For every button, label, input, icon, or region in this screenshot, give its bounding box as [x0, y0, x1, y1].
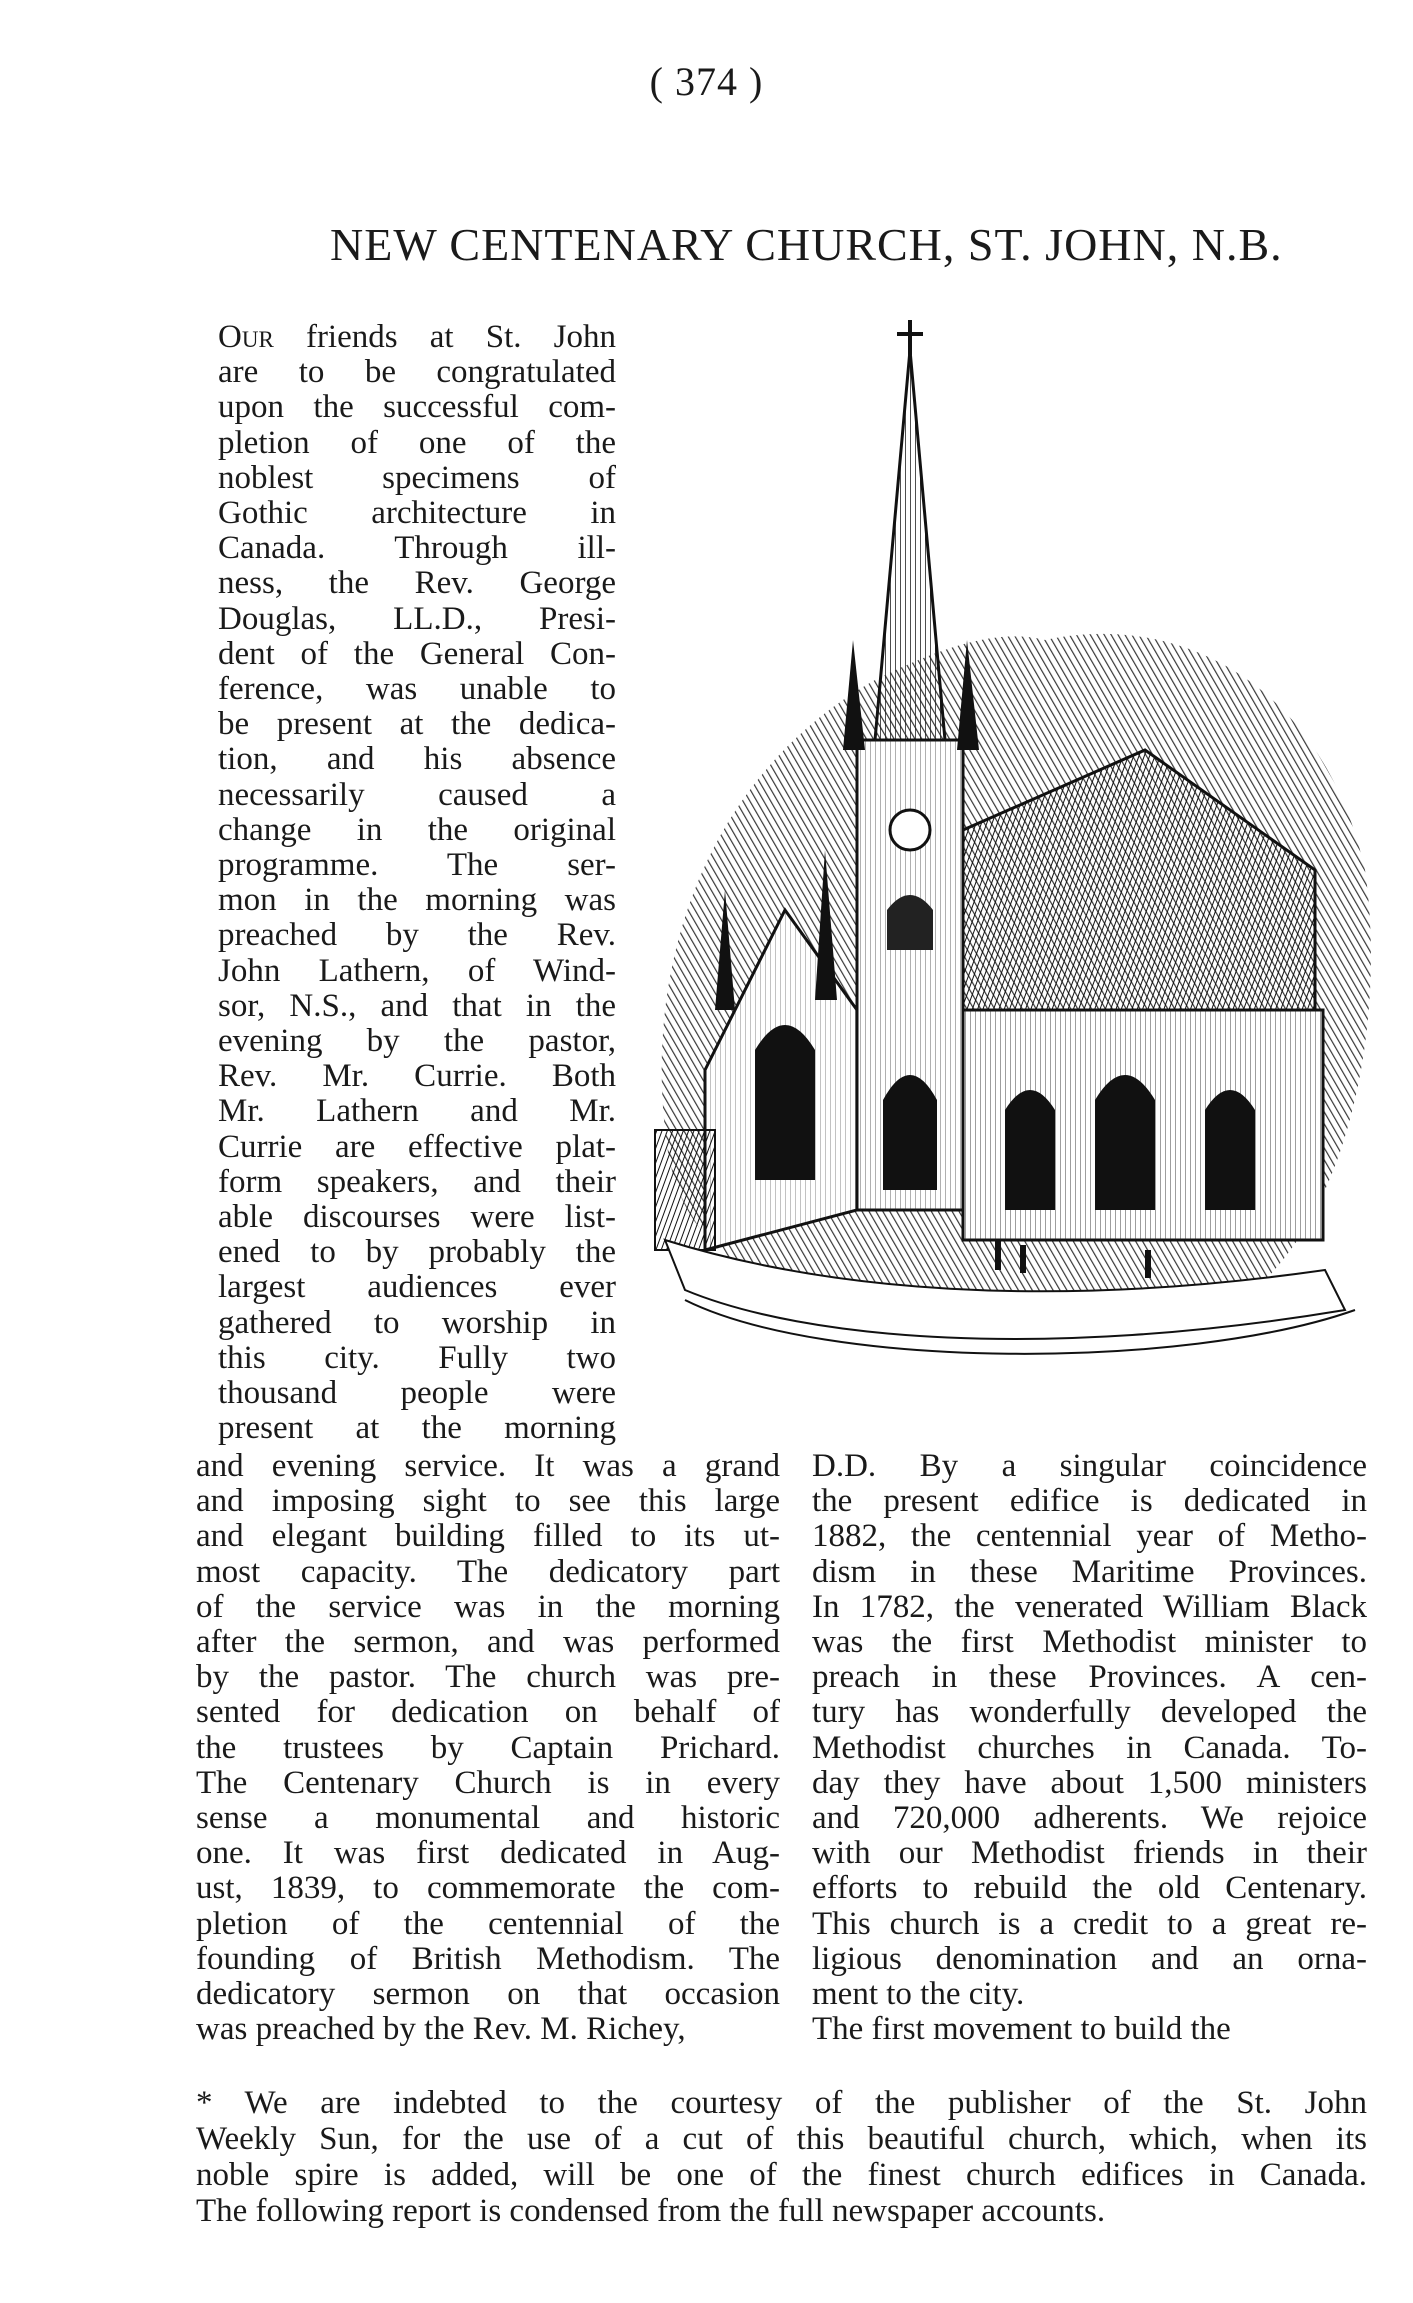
- text-line: and evening service. It was a grand: [196, 1448, 780, 1484]
- text-line: after the sermon, and was performed: [196, 1624, 780, 1661]
- text-line: necessarily caused a: [218, 776, 616, 813]
- text-line: The first movement to build the: [812, 2011, 1231, 2048]
- text-line: ference, was unable to: [218, 671, 616, 708]
- text-line: noble spire is added, will be one of the finest church edifices in Canada.: [196, 2157, 1367, 2193]
- church-engraving: [625, 310, 1385, 1450]
- tower-clock: [890, 810, 930, 850]
- text-line: Gothic architecture in: [218, 495, 616, 532]
- text-line: change in the original: [218, 811, 616, 848]
- text-line: sense a monumental and historic: [196, 1800, 780, 1837]
- text-line: efforts to rebuild the old Centenary.: [812, 1870, 1367, 1907]
- text-line: day they have about 1,500 ministers: [812, 1764, 1367, 1801]
- text-line: be present at the dedica-: [218, 706, 616, 743]
- text-line: tury has wonderfully developed the: [812, 1694, 1367, 1731]
- text-line: gathered to worship in: [218, 1304, 616, 1341]
- text-line: ligious denomination and an orna-: [812, 1940, 1367, 1977]
- text-line: and elegant building filled to its ut-: [196, 1518, 780, 1555]
- article-title: NEW CENTENARY CHURCH, ST. JOHN, N.B.: [330, 219, 1283, 270]
- spire: [875, 350, 945, 740]
- text-line: Canada. Through ill-: [218, 530, 616, 567]
- text-line: by the pastor. The church was pre-: [196, 1659, 780, 1696]
- text-line: Douglas, LL.D., Presi-: [218, 600, 616, 637]
- text-line: The following report is condensed from the full newspaper accounts.: [196, 2193, 1106, 2229]
- text-line: Weekly Sun, for the use of a cut of this beautiful church, which, when its: [196, 2121, 1367, 2157]
- text-line: dedicatory sermon on that occasion: [196, 1976, 780, 2013]
- text-line: Rev. Mr. Currie. Both: [218, 1058, 616, 1095]
- text-line: able discourses were list-: [218, 1199, 616, 1236]
- text-line: form speakers, and their: [218, 1163, 616, 1200]
- text-line: Mr. Lathern and Mr.: [218, 1093, 616, 1130]
- text-line: John Lathern, of Wind-: [218, 952, 616, 989]
- text-line: present at the morning: [218, 1410, 616, 1447]
- narrow-text-column: [218, 320, 616, 1447]
- text-line: 1882, the centennial year of Metho-: [812, 1518, 1367, 1555]
- text-line: upon the successful com-: [218, 389, 616, 426]
- text-line: was the first Methodist minister to: [812, 1624, 1367, 1661]
- text-line: this city. Fully two: [218, 1339, 616, 1376]
- text-line: The Centenary Church is in every: [196, 1764, 780, 1801]
- text-line: the trustees by Captain Prichard.: [196, 1729, 780, 1766]
- text-line: most capacity. The dedicatory part: [196, 1553, 780, 1590]
- page-number: ( 374 ): [649, 59, 764, 104]
- text-line: sented for dedication on behalf of: [196, 1694, 780, 1731]
- right-text-column: [812, 1449, 1367, 2047]
- text-line: ment to the city.: [812, 1976, 1025, 2013]
- text-line: founding of British Methodism. The: [196, 1940, 780, 1977]
- text-line: was preached by the Rev. M. Richey,: [196, 2011, 686, 2048]
- text-line: of the service was in the morning: [196, 1588, 780, 1625]
- text-line: [218, 320, 616, 355]
- text-line: preached by the Rev.: [218, 917, 616, 954]
- text-line: pletion of one of the: [218, 424, 616, 461]
- footnote: [196, 2085, 1367, 2229]
- text-line: the present edifice is dedicated in: [812, 1483, 1367, 1520]
- text-line: thousand people were: [218, 1375, 616, 1412]
- text-line: D.D. By a singular coincidence: [812, 1448, 1367, 1484]
- text-line: This church is a credit to a great re-: [812, 1905, 1367, 1942]
- text-line: * We are indebted to the courtesy of the publisher of the St. John: [196, 2085, 1367, 2121]
- text-line: pletion of the centennial of the: [196, 1905, 780, 1942]
- text-line: and imposing sight to see this large: [196, 1483, 780, 1520]
- text-line: In 1782, the venerated William Black: [812, 1588, 1367, 1625]
- text-line: with our Methodist friends in their: [812, 1835, 1367, 1872]
- text-line: dism in these Maritime Provinces.: [812, 1553, 1367, 1590]
- drop-word: Our: [218, 319, 274, 355]
- text-fragment: friends at St. John: [273, 319, 616, 355]
- text-line: tion, and his absence: [218, 741, 616, 778]
- text-line: sor, N.S., and that in the: [218, 987, 616, 1024]
- text-line: mon in the morning was: [218, 882, 616, 919]
- text-line: are to be congratulated: [218, 354, 616, 391]
- text-line: Methodist churches in Canada. To-: [812, 1729, 1367, 1766]
- text-line: and 720,000 adherents. We rejoice: [812, 1800, 1367, 1837]
- text-line: Currie are effective plat-: [218, 1128, 616, 1165]
- text-line: evening by the pastor,: [218, 1023, 616, 1060]
- text-line: noblest specimens of: [218, 459, 616, 496]
- text-line: preach in these Provinces. A cen-: [812, 1659, 1367, 1696]
- text-line: ust, 1839, to commemorate the com-: [196, 1870, 780, 1907]
- text-line: dent of the General Con-: [218, 635, 616, 672]
- text-line: one. It was first dedicated in Aug-: [196, 1835, 780, 1872]
- left-text-column: [196, 1449, 780, 2047]
- text-line: largest audiences ever: [218, 1269, 616, 1306]
- text-line: programme. The ser-: [218, 847, 616, 884]
- text-line: ness, the Rev. George: [218, 565, 616, 602]
- text-line: ened to by probably the: [218, 1234, 616, 1271]
